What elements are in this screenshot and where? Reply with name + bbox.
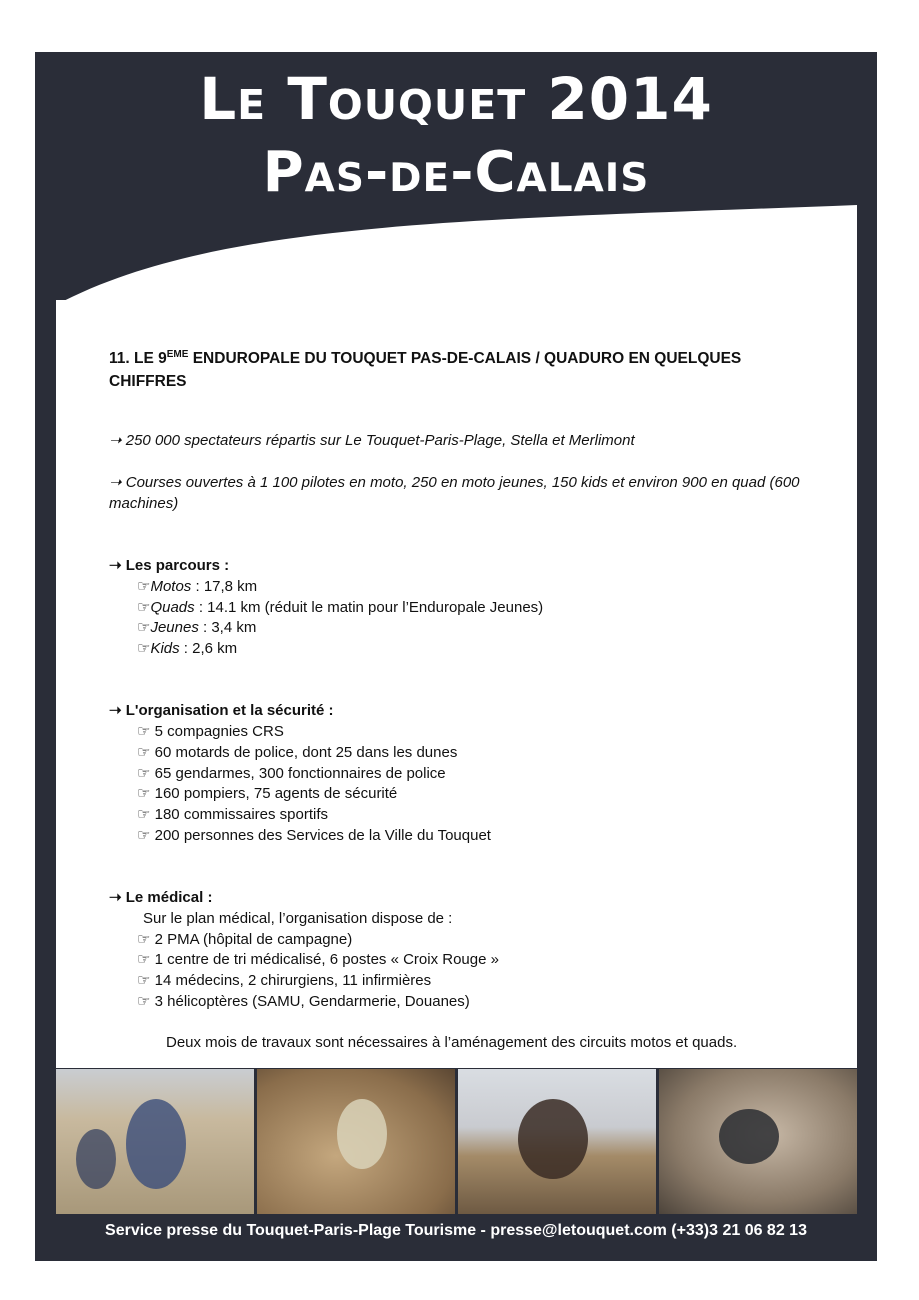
hand-pointer-icon: ☞ xyxy=(137,972,151,989)
page-header xyxy=(35,58,877,206)
section-title: 11. LE 9EME ENDUROPALE DU TOUQUET PAS-DE-CALAIS / QUADURO EN QUELQUES CHIFFRES xyxy=(109,349,742,391)
organisation-heading: ➝ L'organisation et la sécurité : xyxy=(109,702,334,719)
list-item: ☞Jeunes : 3,4 km xyxy=(137,619,257,636)
arrow-icon: ➝ xyxy=(109,557,122,574)
hand-pointer-icon: ☞ xyxy=(137,723,151,740)
list-item: ☞ 65 gendarmes, 300 fonctionnaires de police xyxy=(137,765,446,782)
hand-pointer-icon: ☞ xyxy=(137,827,151,844)
list-item: ☞ 3 hélicoptères (SAMU, Gendarmerie, Douanes) xyxy=(137,993,470,1010)
list-item: ☞ 60 motards de police, dont 25 dans les dunes xyxy=(137,744,458,761)
hand-pointer-icon: ☞ xyxy=(137,993,151,1010)
hand-pointer-icon: ☞ xyxy=(137,931,151,948)
list-item: ☞ 160 pompiers, 75 agents de sécurité xyxy=(137,785,398,802)
list-item: ☞ 180 commissaires sportifs xyxy=(137,806,329,823)
photo-motocross-start xyxy=(56,1069,254,1214)
list-item: ☞ 14 médecins, 2 chirurgiens, 11 infirmières xyxy=(137,972,432,989)
photo-strip xyxy=(56,1069,857,1214)
hand-pointer-icon: ☞ xyxy=(137,765,151,782)
fact-spectators: ➝ 250 000 spectateurs répartis sur Le Touquet-Paris-Plage, Stella et Merlimont xyxy=(109,432,635,449)
list-item: ☞ 2 PMA (hôpital de campagne) xyxy=(137,931,353,948)
section-title-sup: EME xyxy=(166,349,189,360)
parcours-heading: ➝ Les parcours : xyxy=(109,557,230,574)
list-item: ☞Quads : 14.1 km (réduit le matin pour l’Enduropale Jeunes) xyxy=(137,599,544,616)
arrow-icon: ➝ xyxy=(109,889,122,906)
arrow-icon: ➝ xyxy=(109,474,122,491)
list-item: ☞Motos : 17,8 km xyxy=(137,578,258,595)
header-title-line2: Pas-de-Calais xyxy=(262,140,650,205)
footer-contact: Service presse du Touquet-Paris-Plage Tourisme - presse@letouquet.com (+33)3 21 06 82 13 xyxy=(105,1222,807,1239)
list-item: ☞ 5 compagnies CRS xyxy=(137,723,284,740)
hand-pointer-icon: ☞ xyxy=(137,744,151,761)
photo-quad-dune xyxy=(458,1069,656,1214)
hand-pointer-icon: ☞ xyxy=(137,785,151,802)
arrow-icon: ➝ xyxy=(109,702,122,719)
hand-pointer-icon: ☞ xyxy=(137,619,151,636)
medical-intro: Sur le plan médical, l’organisation dispose de : xyxy=(143,910,453,927)
photo-moto-dune xyxy=(257,1069,455,1214)
hand-pointer-icon: ☞ xyxy=(137,806,151,823)
photo-moto-sand xyxy=(659,1069,857,1214)
hand-pointer-icon: ☞ xyxy=(137,599,151,616)
fact-pilots: ➝ Courses ouvertes à 1 100 pilotes en moto, 250 en moto jeunes, 150 kids et environ 900 en quad (600 machines) xyxy=(109,474,800,512)
hand-pointer-icon: ☞ xyxy=(137,951,151,968)
header-title-line1: Le Touquet 2014 xyxy=(199,65,713,133)
hand-pointer-icon: ☞ xyxy=(137,640,151,657)
list-item: ☞ 200 personnes des Services de la Ville du Touquet xyxy=(137,827,491,844)
list-item: ☞ 1 centre de tri médicalisé, 6 postes « Croix Rouge » xyxy=(137,951,499,968)
closing-note: Deux mois de travaux sont nécessaires à l’aménagement des circuits motos et quads. xyxy=(166,1034,738,1051)
hand-pointer-icon: ☞ xyxy=(137,578,151,595)
arrow-icon: ➝ xyxy=(109,432,122,449)
list-item: ☞Kids : 2,6 km xyxy=(137,640,238,657)
medical-heading: ➝ Le médical : xyxy=(109,889,213,906)
